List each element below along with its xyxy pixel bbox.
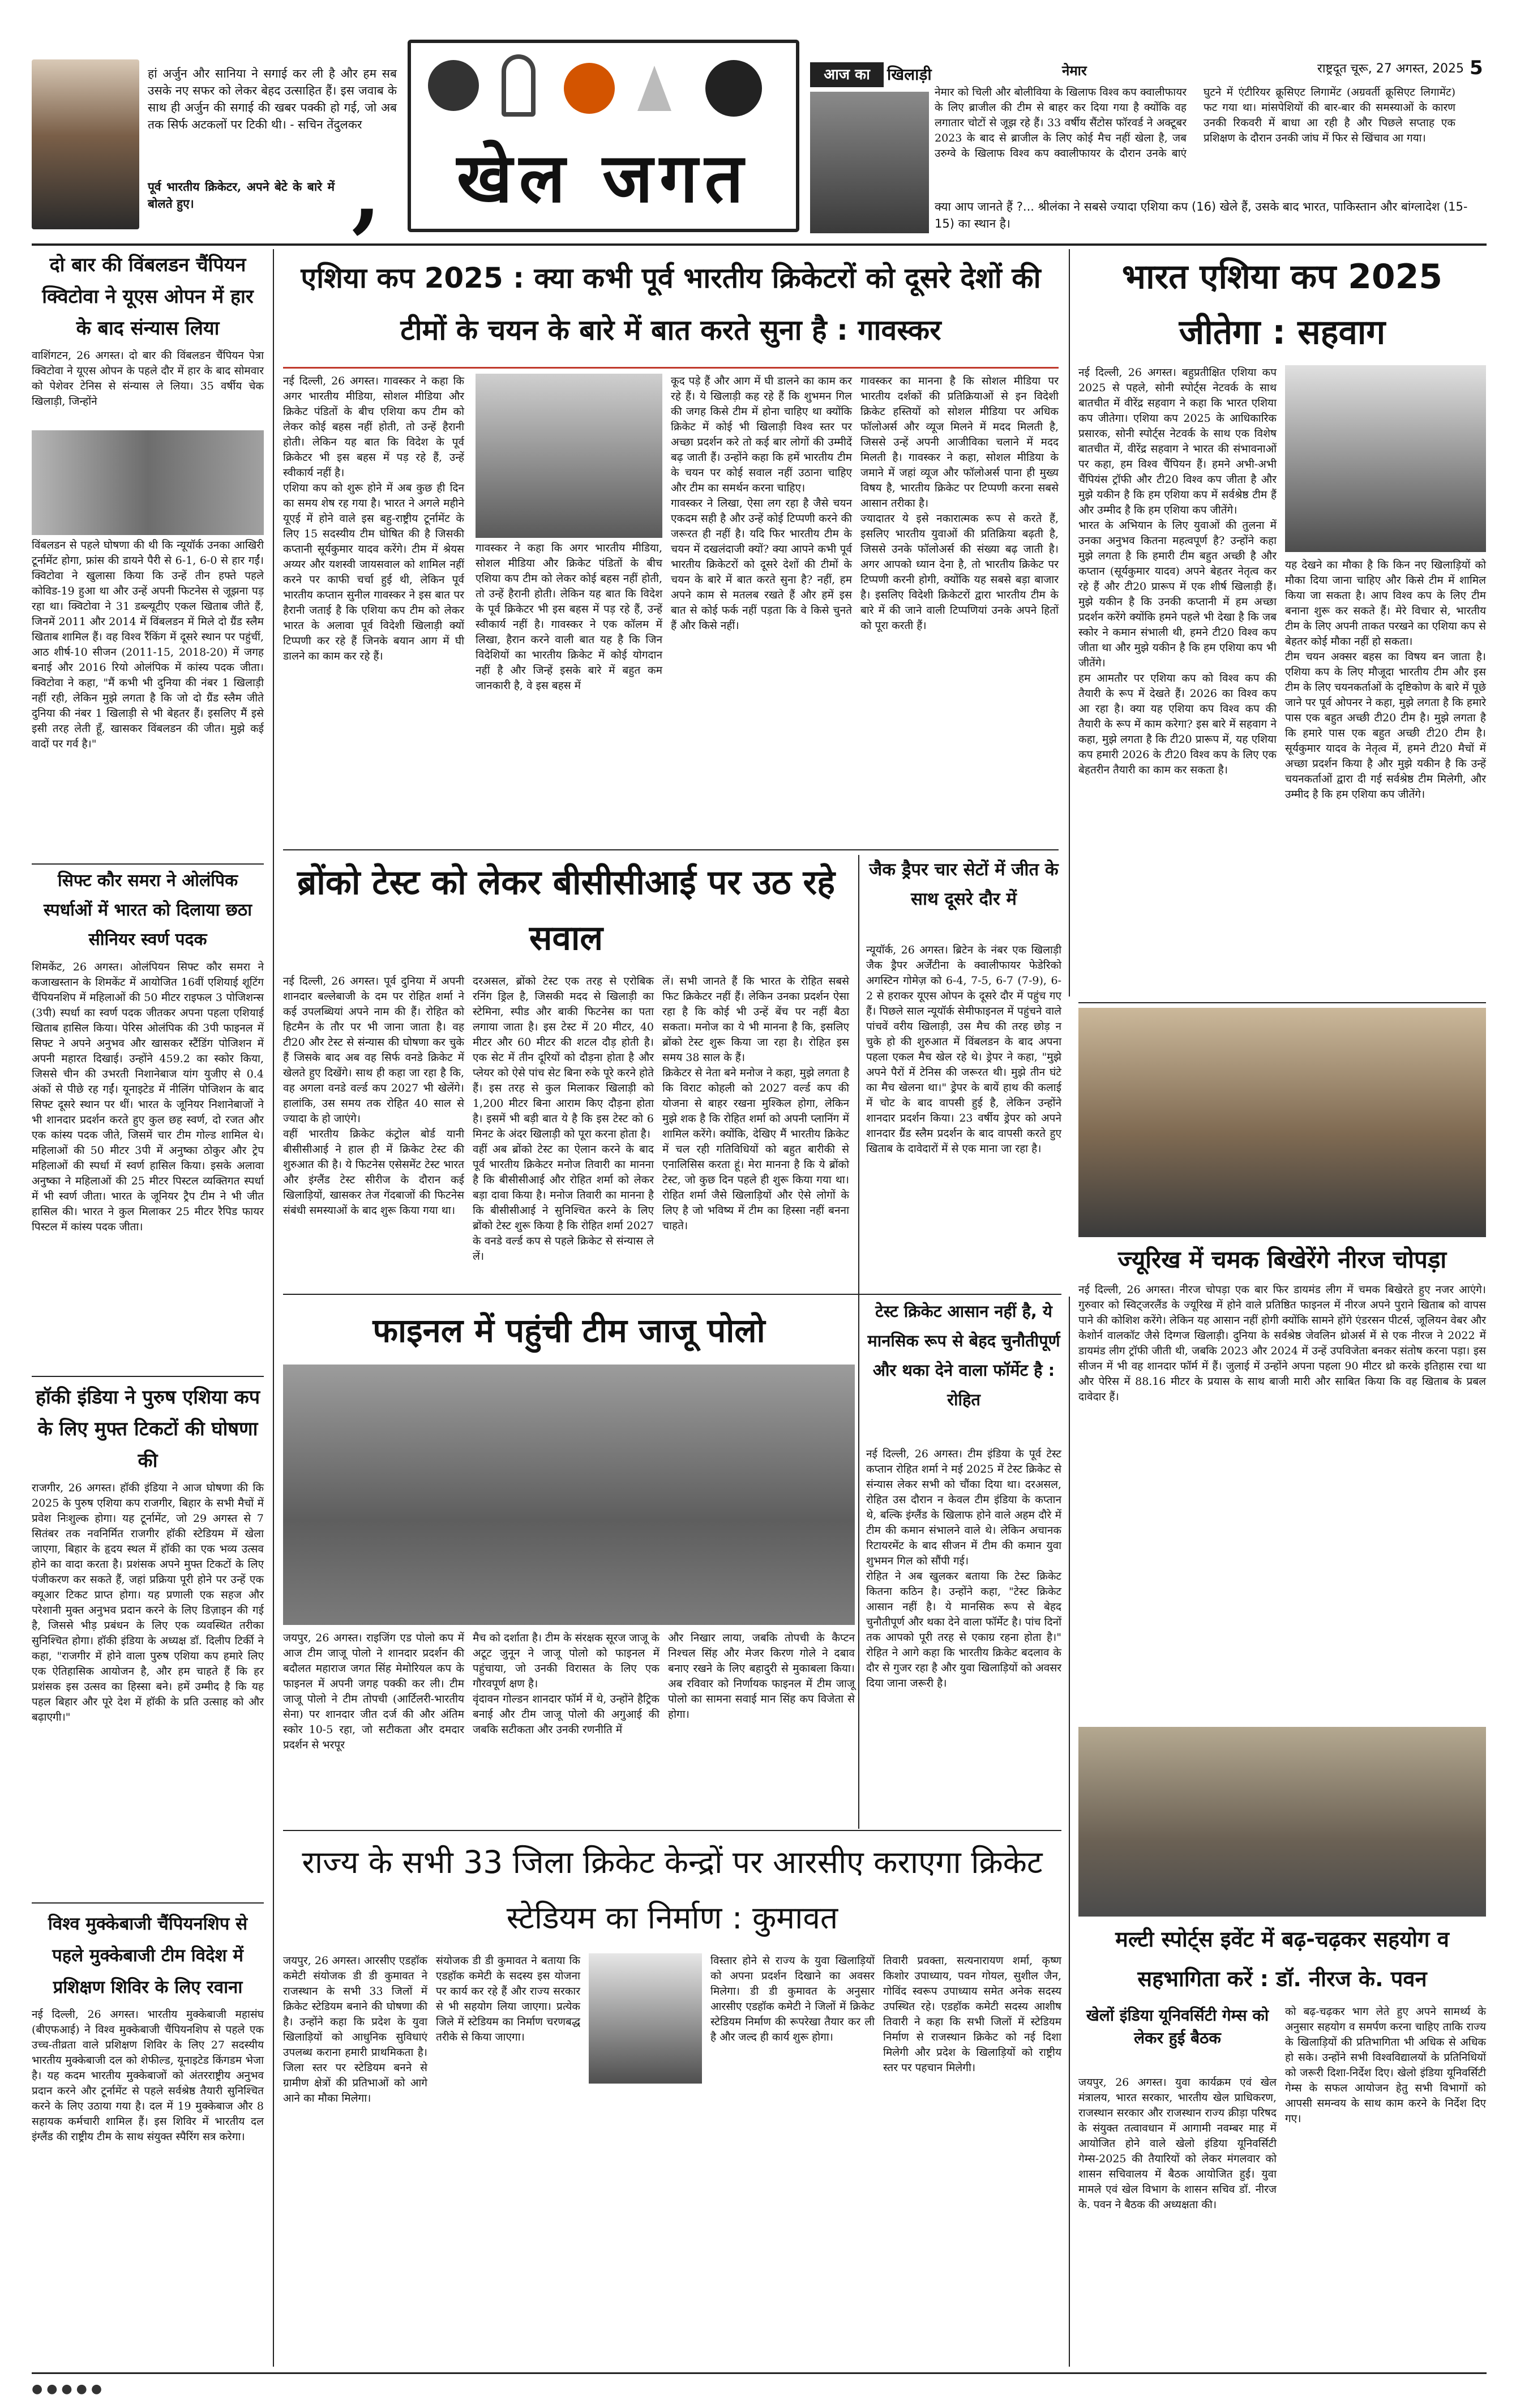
masthead-rule [32,243,1487,246]
gavaskar-col4: गावस्कर का मानना है कि सोशल मीडिया पर भारतीय दर्शकों की प्रतिक्रियाओं से इन विदेशी क्रिकेट हस्तियों को सोशल मीडिया पर अधिक फॉलोअर्स और व्यूज मिलने में मदद मिलती है, जिससे उन्हें अपनी आजीविका चलाने में मदद मिलती है। गावस्कर ने कहा, सोशल मीडिया के जमाने में जहां व्यूज और फॉलोअर्स पाना ही मुख्य विषय है, भारतीय क्रिकेट पर टिप्पणी करना सबसे आसान तरीका है। ज्यादातर ये इसे नकारात्मक रूप से करते हैं, इसलिए भारतीय युवाओं की प्रतिक्रिया बढ़ती है, जिससे उनके फॉलोअर्स की संख्या बढ़ जाती है। अगर आपको ध्यान देना है, तो भारतीय क्रिकेट पर टिप्पणी करनी होगी, क्योंकि यह सबसे बड़ा बाजार है। इसलिए विदेशी क्रिकेटरों द्वारा भारतीय टीम के बारे में की जाने वाली टिप्पणियां उनके अपने हितों को पूरा करती हैं। [860,375,1059,632]
gavaskar-headline-underline [283,367,1059,369]
gavaskar-photo [476,374,662,538]
masthead [32,40,1487,243]
sachin-photo [32,59,139,229]
test-cricket-headline: टेस्ट क्रिकेट आसान नहीं है, ये मानसिक रूप से बेहद चुनौतीपूर्ण और थका देने वाला फॉर्मेट है : रोहित [867,1302,1060,1409]
comma-mark: , [352,143,382,242]
gavaskar-bottom-rule [283,849,1059,850]
boxing-headline: विश्व मुक्केबाजी चैंपियनशिप से पहले मुक्केबाजी टीम विदेश में प्रशिक्षण शिविर के लिए रवाना [48,1914,248,1998]
sehwag-col2: यह देखने का मौका है कि किन नए खिलाड़ियों को मौका दिया जाना चाहिए और किसे टीम में शामिल किया जा सकता है। आप विश्व कप के लिए टीम बनाना शुरू कर सकते हैं। मेरे विचार से, भारतीय टीम के लिए अपनी ताकत परखने का एशिया कप से बेहतर कोई मौका नहीं हो सकता। टीम चयन अक्सर बहस का विषय बन जाता है। एशिया कप के लिए मौजूदा भारतीय टीम और इस टीम के लिए चयनकर्ताओं के दृष्टिकोण के बारे में पूछे जाने पर पूर्व ओपनर ने कहा, मुझे लगता है कि हमारे पास एक बहुत अच्छी टी20 टीम है। मुझे लगता है कि हमारे पास एक बहुत अच्छी टी20 टीम है। सूर्यकुमार यादव के नेतृत्व में, हमने टी20 मैचों में अच्छा प्रदर्शन किया है और मुझे यकीन है कि उन्हें चयनकर्ताओं द्वारा दी गई सर्वश्रेष्ठ टीम मिलेगी, और उम्मीद है कि हम एशिया कप जीतेंगे। [1285,559,1486,801]
gavaskar-col1: नई दिल्ली, 26 अगस्त। गावस्कर ने कहा कि अगर भारतीय मीडिया, सोशल मीडिया और क्रिकेट पंडितों के बीच एशिया कप टीम को लेकर कोई बहस नहीं होती, तो उन्हें हैरानी होती। लेकिन यह बात कि विदेश के पूर्व क्रिकेटर भी इस बहस में पड़ रहे हैं, उन्हें स्वीकार्य नहीं है। एशिया कप को शुरू होने में अब कुछ ही दिन का समय शेष रह गया है। भारत ने अगले महीने यूएई में होने वाले इस बहु-राष्ट्रीय टूर्नामेंट के लिए 15 सदस्यीय टीम घोषित की है जिसकी कप्तानी सूर्यकुमार यादव करेंगे। टीम में श्रेयस अय्यर और यशस्वी जायसवाल को शामिल नहीं करने पर काफी चर्चा हुई थी, लेकिन पूर्व भारतीय कप्तान सुनील गावस्कर ने इस बात पर हैरानी जताई है कि एशिया कप टीम को लेकर भारत के अलावा पूर्व विदेशी खिलाड़ी क्यों टिप्पणी कर रहे हैं जिनके बयान आग में घी डालने का काम कर रहे हैं। [283,375,464,662]
kumawat-photo [589,1953,702,2084]
footer-dot: ● [61,2382,72,2396]
left-rule-1 [32,863,264,865]
sehwag-col1: नई दिल्ली, 26 अगस्त। बहुप्रतीक्षित एशिया कप 2025 से पहले, सोनी स्पोर्ट्स नेटवर्क के साथ बातचीत में वीरेंद्र सहवाग ने कहा कि भारत एशिया कप जीतेगा। एशिया कप 2025 के आधिकारिक प्रसारक, सोनी स्पोर्ट्स नेटवर्क के साथ एक विशेष बातचीत में, वीरेंद्र सहवाग ने भारत की संभावनाओं पर कहा, हम विश्व चैंपियन हैं। हमने अभी-अभी चैंपियंस ट्रॉफी और टी20 विश्व कप जीता है और मुझे यकीन है कि हम एशिया कप में सर्वश्रेष्ठ टीम हैं और उम्मीद है कि हम एशिया कप जीतेंगे। भारत के अभियान के लिए युवाओं की तुलना में उनका अनुभव कितना महत्वपूर्ण है? उन्होंने कहा मुझे लगता है कि हमारी टीम बहुत अच्छी है और कप्तान (सूर्यकुमार यादव) अपने बेहतर नेतृत्व कर रहे हैं और टी20 प्रारूप में एक शीर्ष खिलाड़ी हैं। मुझे यकीन है कि उनकी कप्तानी में हम अच्छा प्रदर्शन करेंगे क्योंकि हमने पहले भी देखा है कि जब स्कोर ने कमान संभाली थी, हमने टी20 विश्व कप जीता था और मुझे यकीन है कि हम एशिया कप भी जीतेंगे। हम आमतौर पर एशिया कप को विश्व कप की तैयारी के रूप में देखते हैं। 2026 का विश्व कप आ रहा है। क्या यह एशिया कप विश्व कप की तैयारी के रूप में काम करेगा? इस बारे में सहवाग ने कहा, मुझे लगता है कि टी20 प्रारूप में, यह एशिया कप हमारी 2026 के टी20 विश्व कप के लिए एक बेहतरीन तैयारी का काम कर सकता है। [1078,366,1277,776]
page-number: 5 [1470,57,1483,79]
bronco-col1: नई दिल्ली, 26 अगस्त। पूर्व दुनिया में अपनी शानदार बल्लेबाजी के दम पर रोहित शर्मा ने कई उपलब्धियां अपने नाम की हैं। रोहित को हिटमैन के तौर पर भी जाना जाता है। वह टी20 और टेस्ट से संन्यास की घोषणा कर चुके हैं जिसके बाद अब वह सिर्फ वनडे क्रिकेट में खेलते हुए दिखेंगे। साथ ही कहा जा रहा है कि, वह अगला वनडे वर्ल्ड कप 2027 भी खेलेंगे। हालांकि, उस समय तक रोहित 40 साल से ज्यादा के हो जाएंगे। वहीं भारतीय क्रिकेट कंट्रोल बोर्ड यानी बीसीसीआई ने हाल ही में क्रिकेट टेस्ट की शुरुआत की है। ये फिटनेस एसेसमेंट टेस्ट भारत और इंग्लैंड टेस्ट सीरीज के दौरान कई खिलाड़ियों, खासकर तेज गेंदबाजों की फिटनेस संबंधी समस्याओं के बाद शुरू किया गया था। [283,975,464,1217]
masthead-quote: हां अर्जुन और सानिया ने सगाई कर ली है और हम सब उसके नए सफर को लेकर बेहद उत्साहित हैं। इस जवाब के साथ ही अर्जुन की सगाई की खबर पक्की हो गई, जो अब तक सिर्फ अटकलों पर टिकी थी। - सचिन तेंदुलकर [148,67,401,131]
player-text: नेमार को चिली और बोलीविया के खिलाफ विश्व कप क्वालीफायर के लिए ब्राजील की टीम से बाहर कर दिया गया है क्योंकि वह लगातार चोटों से जूझ रहे हैं। 33 वर्षीय सैंटोस फॉरवर्ड ने अक्टूबर 2023 के बाद से ब्राजील के लिए कोई मैच नहीं खेला है, जब उरुग्वे के खिलाफ विश्व कप क्वालीफायर के दौरान उनके बाएं घुटने में एंटीरियर क्रूसिएट लिगामेंट (अग्रवर्ती क्रूसिएट लिगामेंट) फट गया था। मांसपेशियों की बार-बार की समस्याओं के कारण उनकी रिकवरी में बाधा आ रही है और पिछले सप्ताह एक प्रशिक्षण के दौरान उनकी जांघ में फिर से खिंचाव आ गया। [935,86,1459,160]
sehwag-headline: भारत एशिया कप 2025 जीतेगा : सहवाग [1121,257,1443,352]
sports-icons-strip [417,49,790,128]
trivia-line: क्या आप जानते हैं ?... श्रीलंका ने सबसे ज्यादा एशिया कप (16) खेले हैं, उसके बाद भारत, पाकिस्तान और बांग्लादेश (15-15) का स्थान है। [935,200,1468,230]
sehwag-bottom-rule [1078,1002,1486,1003]
footer-dot: ● [76,2382,87,2396]
rca-col1: जयपुर, 26 अगस्त। आरसीए एडहॉक कमेटी संयोजक डी डी कुमावत ने राजस्थान के सभी 33 जिलों में क्रिकेट स्टेडियम बनाने की घोषणा की है। उन्होंने कहा कि प्रदेश के युवा खिलाड़ियों को आधुनिक सुविधाएं उपलब्ध कराना हमारी प्राथमिकता है। जिला स्तर पर स्टेडियम बनने से ग्रामीण क्षेत्रों की प्रतिभाओं को आगे आने का मौका मिलेगा। [283,1954,431,2105]
aaj-ka-label: आज का [810,62,884,87]
hockey-headline: हॉकी इंडिया ने पुरुष एशिया कप के लिए मुफ्त टिकटों की घोषणा की [35,1386,260,1472]
left-rule-3 [32,1902,264,1904]
soccer-ball-icon [705,60,762,117]
meeting-photo [1078,1727,1486,1917]
neeraj-pawan-headline: मल्टी स्पोर्ट्स इवेंट में बढ़-चढ़कर सहयोग व सहभागिता करें : डॉ. नीरज के. पवन [1115,1927,1449,1991]
center-right-vertical-rule [858,855,859,1829]
footer-dot: ● [91,2382,102,2396]
sift-headline: सिफ्ट कौर समरा ने ओलंपिक स्पर्धाओं में भारत को दिलाया छठा सीनियर स्वर्ण पदक [43,871,252,949]
neeraj-zurich-body: नई दिल्ली, 26 अगस्त। नीरज चोपड़ा एक बार फिर डायमंड लीग में चमक बिखेरते हुए नजर आएंगे। गुरुवार को स्विट्जरलैंड के ज्यूरिख में होने वाले प्रतिष्ठित फाइनल में नीरज अपने पुराने खिताब को वापस पाने की कोशिश करेंगे। लेकिन यह आसान नहीं होगी क्योंकि सामने होंगे एंडरसन पीटर्स, जूलियन वेबर और केशोर्न वालकॉट जैसे दिग्गज खिलाड़ी। दुनिया के सर्वश्रेष्ठ जेवलिन थ्रोअर्स में से एक नीरज ने 2022 में डायमंड लीग ट्रॉफी जीती थी, जबकि 2023 और 2024 में उन्हें उपविजेता बनकर संतोष करना पड़ा। इस सीजन में भी वह शानदार फॉर्म में हैं। जुलाई में उन्होंने अपना पहला 90 मीटर थ्रो करके इतिहास रचा था और पेरिस में 88.16 मीटर के प्रयास के साथ बाजी मारी और साबित किया कि वह खिताब के प्रबल दावेदार हैं। [1078,1284,1490,1403]
basketball-icon [564,63,615,114]
neymar-photo [810,92,929,233]
gavaskar-headline: एशिया कप 2025 : क्या कभी पूर्व भारतीय क्रिकेटरों को दूसरे देशों की टीमों के चयन के बारे में बात करते सुना है : गावस्कर [301,262,1041,347]
polo-col1: जयपुर, 26 अगस्त। राइजिंग एड पोलो कप में आज टीम जाजू पोलो ने शानदार प्रदर्शन की बदौलत महाराज जगत सिंह मेमोरियल कप के फाइनल में अपनी जगह पक्की कर ली। टीम जाजू पोलो ने टीम तोपची (आर्टिलरी-भारतीय सेना) पर शानदार जीत दर्ज की और अंतिम स्कोर 10-5 रहा, जो सटीकता और दमदार प्रदर्शन से भरपूर [283,1632,468,1751]
neeraj-pawan-col1: जयपुर, 26 अगस्त। युवा कार्यक्रम एवं खेल मंत्रालय, भारत सरकार, भारतीय खेल प्राधिकरण, राजस्थान सरकार और राजस्थान राज्य क्रीड़ा परिषद के संयुक्त तत्वावधान में आगामी नवम्बर माह में आयोजित होने वाले खेलो इंडिया यूनिवर्सिटी गेम्स-2025 की तैयारियों को लेकर मंगलवार को शासन सचिवालय में बैठक आयोजित हुई। युवा मामले एवं खेल विभाग के शासन सचिव डॉ. नीरज के. पवन ने बैठक की अध्यक्षता की। [1078,2076,1281,2211]
footer-dot: ● [46,2382,58,2396]
neeraj-photo [1078,1008,1486,1237]
rca-headline: राज्य के सभी 33 जिला क्रिकेट केन्द्रों पर आरसीए कराएगा क्रिकेट स्टेडियम का निर्माण : कुमावत [302,1844,1043,1936]
racket-icon [502,54,536,117]
neeraj-pawan-col2: को बढ़-चढ़कर भाग लेते हुए अपने सामर्थ्य के अनुसार सहयोग व समर्पण करना चाहिए ताकि राज्य के खिलाड़ियों की प्रतिभागिता भी अधिक से अधिक हो सके। उन्होंने सभी विश्वविद्यालयों के प्रतिनिधियों को जरूरी दिशा-निर्देश दिए। खेलो इंडिया यूनिवर्सिटी गेम्स के सफल आयोजन हेतु सभी विभागों को आपसी समन्वय के साथ काम करने के निर्देश दिए गए। [1285,2005,1490,2125]
footer-dot: ● [32,2382,43,2396]
polo-headline: फाइनल में पहुंची टीम जाजू पोलो [372,1311,765,1350]
left-rule-2 [32,1376,264,1377]
right-vertical-rule [1069,249,1070,996]
paper-date: राष्ट्रदूत चूरू, 27 अगस्त, 2025 [1317,62,1464,76]
bronco-bottom-rule [283,1294,1061,1295]
player-name: नेमार [1062,63,1087,79]
aaj-ka-khiladi-tag [810,62,980,87]
sehwag-photo [1285,365,1486,552]
khiladi-label: खिलाड़ी [887,65,932,84]
boxing-body: नई दिल्ली, 26 अगस्त। भारतीय मुक्केबाजी महासंघ (बीएफआई) ने विश्व मुक्केबाजी चैंपियनशिप से पहले एक उच्च-तीव्रता वाले प्रशिक्षण शिविर के लिए 27 सदस्यीय भारतीय मुक्केबाजी दल को शेफील्ड, यूनाइटेड किंगडम भेजा है। यह कदम भारतीय मुक्केबाजों को अंतरराष्ट्रीय अनुभव प्रदान करने और टूर्नामेंट से पहले सर्वश्रेष्ठ तैयारी सुनिश्चित करने के लिए उठाया गया है। दल में 19 मुक्केबाज और 8 सहायक कर्मचारी शामिल हैं। इस शिविर में भारतीय दल इंग्लैंड की राष्ट्रीय टीम के साथ संयुक्त स्पैरिंग सत्र करेगा। [32,2008,268,2143]
rca-col4: विस्तार होने से राज्य के युवा खिलाड़ियों को अपना प्रदर्शन दिखाने का अवसर मिलेगा। डी डी कुमावत के अनुसार आरसीए एडहॉक कमेटी ने जिलों में क्रिकेट स्टेडियम निर्माण की रूपरेखा तैयार कर ली है और जल्द ही कार्य शुरू होगा। [710,1954,879,2043]
test-cricket-body: नई दिल्ली, 26 अगस्त। टीम इंडिया के पूर्व टेस्ट कप्तान रोहित शर्मा ने मई 2025 में टेस्ट क्रिकेट से संन्यास लेकर सभी को चौंका दिया था। दरअसल, रोहित उस दौरान न केवल टीम इंडिया के कप्तान थे, बल्कि इंग्लैंड के खिलाफ होने वाले अहम दौरे में टीम की कमान संभालने वाले थे। लेकिन अचानक रिटायरमेंट के बाद सीजन में टीम की कमान युवा शुभमन गिल को सौंपी गई। रोहित ने अब खुलकर बताया कि टेस्ट क्रिकेट कितना कठिन है। उन्होंने कहा, "टेस्ट क्रिकेट आसान नहीं है। ये मानसिक रूप से बेहद चुनौतीपूर्ण और थका देने वाला फॉर्मेट है। पांच दिनों तक आपको पूरी तरह से एकाग्र रहना होता है।" रोहित ने आगे कहा कि भारतीय क्रिकेट बदलाव के दौर से गुजर रहा है और युवा खिलाड़ियों को अवसर दिया जाना जरूरी है। [866,1448,1061,1690]
vitezova-body: विंबलडन से पहले घोषणा की थी कि न्यूयॉर्क उनका आखिरी टूर्नामेंट होगा, फ्रांस की डायने पैरी से 6-1, 6-0 से हार गईं। क्विटोवा ने खुलासा किया कि उन्हें तीन हफ्ते पहले कोविड-19 हुआ था और उन्हें अपनी फिटनेस से जूझना पड़ रहा था। क्विटोवा ने 31 डब्ल्यूटीए एकल खिताब जीते हैं, जिनमें 2011 और 2014 में विंबलडन में मिले दो ग्रैंड स्लैम खिताब शामिल हैं। वह विश्व रैंकिंग में दूसरे स्थान पर पहुंचीं, आठ शीर्ष-10 सीजन (2011-15, 2018-20) में जगह बनाई और 2016 रियो ओलंपिक में कांस्य पदक जीता। क्विटोवा ने कहा, "मैं कभी भी दुनिया की नंबर 1 खिलाड़ी नहीं रही, लेकिन मुझे लगता है कि जो दो ग्रैंड स्लैम जीते दुनिया की नंबर 1 खिलाड़ी से भी बेहतर हैं। इसलिए मैं इसे इसी तरह लेती हूँ, खासकर विंबलडन की जीत। मुझे कई वादों पर गर्व है।" [32,539,268,750]
rca-col2: संयोजक डी डी कुमावत ने बताया कि एडहॉक कमेटी के सदस्य इस योजना पर कार्य कर रहे हैं और राज्य सरकार से भी सहयोग लिया जाएगा। प्रत्येक जिले में स्टेडियम का निर्माण चरणबद्ध तरीके से किया जाएगा। [436,1954,584,2043]
bronco-col3: लें। सभी जानते हैं कि भारत के रोहित सबसे फिट क्रिकेटर नहीं हैं। लेकिन उनका प्रदर्शन ऐसा रहा है कि कोई भी उन्हें बेंच पर नहीं बैठा सकता। मनोज का ये भी मानना है कि, इसलिए ब्रोंको टेस्ट शुरू किया जा रहा है। रोहित इस समय 38 साल के हैं। क्रिकेटर से नेता बने मनोज ने कहा, मुझे लगता है कि विराट कोहली को 2027 वर्ल्ड कप की योजना से बाहर रखना मुश्किल होगा, लेकिन मुझे शक है कि रोहित शर्मा को अपनी प्लानिंग में शामिल करेंगे। क्योंकि, देखिए मैं भारतीय क्रिकेट में चल रही गतिविधियों को बहुत बारीकी से एनालिसिस करता हूं। मेरा मानना है कि ये ब्रोंको टेस्ट, जो कुछ दिन पहले ही शुरू किया गया था। रोहित शर्मा जैसे खिलाड़ियों और ऐसे लोगों के लिए है जो भविष्य में टीम का हिस्सा नहीं बनना चाहते। [662,975,849,1232]
polo-photo [283,1365,855,1625]
rca-col5: तिवारी प्रवक्ता, सत्यनारायण शर्मा, कृष्ण किशोर उपाध्याय, पवन गोयल, सुशील जैन, गोविंद स्वरूप उपाध्याय समेत अनेक सदस्य उपस्थित रहे। एडहॉक कमेटी सदस्य आशीष तिवारी ने कहा कि सभी जिलों में स्टेडियम निर्माण से राजस्थान क्रिकेट को नई दिशा मिलेगी और प्रदेश के खिलाड़ियों को राष्ट्रीय स्तर पर पहचान मिलेगी। [883,1954,1065,2074]
draper-headline: जैक ड्रैपर चार सेटों में जीत के साथ दूसरे दौर में [869,859,1059,909]
neeraj-zurich-headline: ज्यूरिख में चमक बिखेरेंगे नीरज चोपड़ा [1117,1246,1447,1273]
section-title: खेल जगत [456,139,751,218]
left-vertical-rule [273,249,274,2367]
polo-col3: और निखार लाया, जबकि तोपची के कैप्टन निश्चल सिंह और मेजर किरण गोले ने दबाव बनाए रखने के लिए बहादुरी से मुकाबला किया। अब रविवार को निर्णायक फाइनल में टीम जाजू पोलो का सामना सवाई मान सिंह कप विजेता से होगा। [668,1632,859,1721]
draper-body: न्यूयॉर्क, 26 अगस्त। ब्रिटेन के नंबर एक खिलाड़ी जैक ड्रैपर अर्जेंटीना के क्वालीफायर फेडेरिको अगस्टिन गोमेज़ को 6-4, 7-5, 6-7 (7-9), 6-2 से हराकर यूएस ओपन के दूसरे दौर में पहुंच गए हैं। पिछले साल न्यूयॉर्क सेमीफाइनल में पहुंचने वाले पांचवें वरीय खिलाड़ी, उस मैच की तरह छोड़ न चुके हो की शुरुआत में विंबलडन के बाद अपना पहला एकल मैच खेल रहे थे। ड्रेपर ने कहा, "मुझे अपने पैरों में टेनिस की जरूरत थी। मुझे तीन घंटे का मैच खेलना था।" ड्रेपर के बायें हाथ की कलाई में चोट के बाद वापसी हुई है, लेकिन उन्होंने शानदार प्रदर्शन किया। 23 वर्षीय ड्रेपर को अपने शानदार ग्रैंड स्लैम प्रदर्शन के बाद वापसी करते हुए खिताब के दावेदारों में से एक माना जा रहा है। [866,944,1065,1155]
footer-rule [32,2372,1487,2374]
vitezova-headline: दो बार की विंबलडन चैंपियन क्विटोवा ने यूएस ओपन में हार के बाद संन्यास लिया [42,254,254,340]
right-lower-vertical-rule [1069,1297,1070,2367]
gavaskar-caption: गावस्कर ने कहा कि अगर भारतीय मीडिया, सोशल मीडिया और क्रिकेट पंडितों के बीच एशिया कप टीम को लेकर कोई बहस नहीं होती, तो उन्हें हैरानी होती। लेकिन यह बात कि विदेश के पूर्व क्रिकेटर भी इस बहस में पड़ रहे हैं, उन्हें स्वीकार्य नहीं है। गावस्कर ने एक कॉलम में लिखा, हैरान करने वाली बात यह है कि जिन विदेशियों का भारतीय क्रिकेट में कोई योगदान नहीं है और जिन्हें इसके बारे में बहुत कम जानकारी है, वे इस बहस में [476,542,666,692]
bronco-col2: दरअसल, ब्रोंको टेस्ट एक तरह से एरोबिक रनिंग ड्रिल है, जिसकी मदद से खिलाड़ी का स्टेमिना, स्पीड और बाकी फिटनेस का पता लगाया जाता है। इस टेस्ट में 20 मीटर, 40 मीटर और 60 मीटर की शटल दौड़ होती है। एक सेट में तीन दूरियों को दौड़ना होता है और प्लेयर को ऐसे पांच सेट बिना रुके पूरे करने होते हैं। इस तरह से कुल मिलाकर खिलाड़ी को 1,200 मीटर बिना आराम किए दौड़ना होता है। इसमें भी बड़ी बात ये है कि इस टेस्ट को 6 मिनट के अंदर खिलाड़ी को पूरा करना होता है। वहीं अब ब्रोंको टेस्ट का ऐलान करने के बाद पूर्व भारतीय क्रिकेटर मनोज तिवारी का मानना है कि बीसीसीआई और रोहित शर्मा को लेकर बड़ा दावा किया है। मनोज तिवारी का मानना है कि बीसीसीआई ने सुनिश्चित करने के लिए ब्रोंको टेस्ट शुरू किया है कि रोहित शर्मा 2027 के वनडे वर्ल्ड कप से पहले क्रिकेट से संन्यास ले लें। [473,975,654,1263]
polo-col2: मैच को दर्शाता है। टीम के संरक्षक सूरज जाजू के अटूट जुनून ने जाजू पोलो को फाइनल में पहुंचाया, जो उनकी विरासत के लिए एक गौरवपूर्ण क्षण है। वृंदावन गोल्डन शानदार फॉर्म में थे, उन्होंने हैट्रिक बनाई और टीम जाजू पोलो की अगुआई की जबकि सटीकता और उनकी रणनीति में [473,1632,659,1736]
vitezova-photo [32,430,264,535]
shuttlecock-icon [637,66,671,111]
bronco-headline: ब्रोंको टेस्ट को लेकर बीसीसीआई पर उठ रहे सवाल [297,863,835,958]
polo-bottom-rule [283,1830,1061,1831]
vitezova-body-top: वाशिंगटन, 26 अगस्त। दो बार की विंबलडन चैंपियन पेत्रा क्विटोवा ने यूएस ओपन के पहले दौर में हार के बाद सोमवार को पेशेवर टेनिस से संन्यास ले लिया। 35 वर्षीय चेक खिलाड़ी, जिन्होंने [32,349,268,408]
hockey-body: राजगीर, 26 अगस्त। हॉकी इंडिया ने आज घोषणा की कि 2025 के पुरुष एशिया कप राजगीर, बिहार के सभी मैचों में प्रवेश निःशुल्क होगा। यह टूर्नामेंट, जो 29 अगस्त से 7 सितंबर तक नवनिर्मित राजगीर हॉकी स्टेडियम में खेला जाएगा, बिहार के हृदय स्थल में हॉकी का एक भव्य उत्सव होने का वादा करता है। प्रशंसक अपने मुफ्त टिकटों के लिए पंजीकरण कर सकते हैं, जहां प्रक्रिया पूरी होने पर उन्हें एक क्यूआर टिकट प्राप्त होगा। यह प्रणाली एक सहज और परेशानी मुक्त अनुभव प्रदान करने के लिए डिज़ाइन की गई है, जिससे भीड़ प्रबंधन के लिए एक व्यवस्थित तरीका सुनिश्चित होगा। हॉकी इंडिया के अध्यक्ष डॉ. दिलीप टिर्की ने कहा, "राजगीर में होने वाला पुरुष एशिया कप हमारे लिए एक ऐतिहासिक आयोजन है, और हम चाहते हैं कि हर प्रशंसक इस उत्सव का हिस्सा बने। हमें उम्मीद है कि यह पहल बिहार और पूरे देश में हॉकी के प्रति उत्साह को और बढ़ाएगी।" [32,1482,268,1723]
neeraj-pawan-subhead: खेलों इंडिया यूनिवर्सिटी गेम्स को लेकर हुई बैठक [1086,2006,1269,2047]
football-icon [428,60,479,111]
section-title-box [408,40,799,232]
footer-dots-left [32,2381,202,2398]
masthead-quote-caption: पूर्व भारतीय क्रिकेटर, अपने बेटे के बारे में बोलते हुए। [148,179,339,211]
sift-body: शिमकेंट, 26 अगस्त। ओलंपियन सिफ्ट कौर समरा ने कजाखस्तान के शिमकेंट में आयोजित 16वीं एशियाई शूटिंग चैंपियनशिप में महिलाओं की 50 मीटर राइफल 3 पोजिशन्स (3पी) स्पर्धा का स्वर्ण पदक जीतकर अपना पहला एशियाई खिताब हासिल किया। पेरिस ओलंपिक की 3पी फाइनल में सिफ्ट ने अपने अनुभव और खासकर स्टैंडिंग पोजिशन में अपनी महारत दिखाई। उन्होंने 459.2 का स्कोर किया, जिससे चीन की उभरती निशानेबाज यांग युजीए से 0.4 अंकों से पीछे रह गईं। यूनाइटेड में नीलिंग पोजिशन के बाद सिफ्ट दूसरे स्थान पर थीं। भारत के जूनियर निशानेबाजों ने भी शानदार प्रदर्शन करते हुए कुल छह स्वर्ण, दो रजत और एक कांस्य पदक जीते, जिसमें चार टीम गोल्ड शामिल थे। महिलाओं की 50 मीटर 3पी में अनुष्का ठोकुर और ट्रेप महिलाओं की स्पर्धा में स्वर्ण हासिल किया। इसके अलावा अनुष्का ने महिलाओं की 25 मीटर पिस्टल व्यक्तिगत स्पर्धा में भी स्वर्ण जीता। भारत के जूनियर ट्रैप टीम ने भी जीत हासिल की। भारत ने कुल मिलाकर 25 मीटर रैपिड फायर पिस्टल में कांस्य पदक जीता। [32,961,268,1233]
gavaskar-col3: कूद पड़े हैं और आग में घी डालने का काम कर रहे हैं। ये खिलाड़ी कह रहे हैं कि शुभमन गिल की जगह किसे टीम में होना चाहिए था क्योंकि क्रिकेट में कोई भी खिलाड़ी विश्व स्तर पर अच्छा प्रदर्शन करे तो कई बार लोगों की उम्मीदें बढ़ जाती हैं। उन्होंने कहा कि हमें भारतीय टीम के चयन पर कोई सवाल नहीं उठाना चाहिए और टीम का समर्थन करना चाहिए। गावस्कर ने लिखा, ऐसा लग रहा है जैसे चयन एकदम सही है और उन्हें कोई टिप्पणी करने की जरूरत ही नहीं है। यदि फिर भारतीय टीम के चयन में दखलंदाजी क्यों? क्या आपने कभी पूर्व भारतीय क्रिकेटरों को दूसरे देशों की टीमों के चयन के बारे में बात करते सुना है? नहीं, हम अपने काम से मतलब रखते हैं और हमें इस बात से कोई फर्क नहीं पड़ता कि वे किसे चुनते हैं और किसे नहीं। [671,375,852,632]
